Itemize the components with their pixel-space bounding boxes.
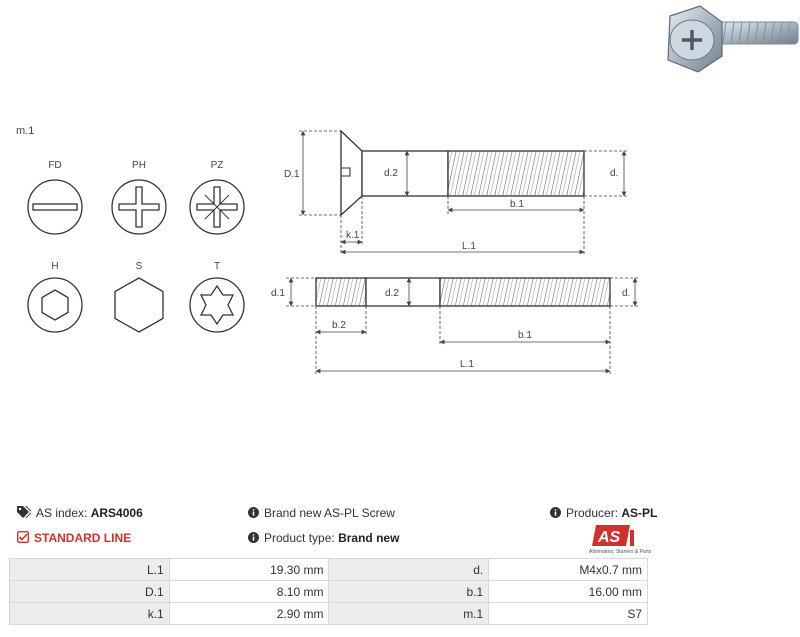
standard-line xyxy=(17,531,131,546)
torx-drive-icon xyxy=(190,278,244,332)
drive-label-s: S xyxy=(135,261,143,272)
as-index-value: ARS4006 xyxy=(90,506,143,520)
spec-key: d. xyxy=(329,559,489,581)
dim-label-D1: D.1 xyxy=(284,169,300,180)
phillips-drive-icon xyxy=(112,180,166,234)
product-photo xyxy=(668,6,798,72)
spec-table xyxy=(9,558,648,625)
spec-value: M4x0.7 mm xyxy=(489,559,648,581)
dim-label-d2-stud: d.2 xyxy=(385,288,399,299)
drive-label-pz: PZ xyxy=(210,160,224,171)
screw-drawing-countersunk xyxy=(341,131,584,215)
logo-tagline: Alternators, Starters & Parts xyxy=(589,549,652,555)
spec-value: S7 xyxy=(489,603,648,625)
dim-label-L1: L.1 xyxy=(462,241,476,252)
producer-value: AS-PL xyxy=(621,506,658,520)
pozidriv-drive-icon xyxy=(190,180,244,234)
hex-socket-drive-icon xyxy=(28,278,82,332)
svg-text:AS: AS xyxy=(598,529,621,546)
info-icon xyxy=(550,507,561,521)
screw-drawing-stud xyxy=(316,278,610,306)
product-type-value: Brand new xyxy=(338,531,400,545)
hex-head-drive-icon xyxy=(115,278,163,332)
slotted-drive-icon xyxy=(28,180,82,234)
dim-label-b1: b.1 xyxy=(510,199,524,210)
drive-label-ph: PH xyxy=(132,160,146,171)
as-index-label: AS index: xyxy=(36,506,88,520)
tags-icon xyxy=(17,506,31,521)
dim-label-d2: d.2 xyxy=(384,168,398,179)
checkbox-checked-icon xyxy=(17,531,29,546)
drive-label-h: H xyxy=(51,261,59,272)
standard-line-label: STANDARD LINE xyxy=(34,531,132,545)
drive-label-t: T xyxy=(213,261,221,272)
info-icon xyxy=(248,532,259,546)
product-type: Product type: Brand new xyxy=(248,531,399,546)
spec-key: b.1 xyxy=(329,581,489,603)
as-pl-logo xyxy=(589,525,652,555)
spec-key: m.1 xyxy=(329,603,489,625)
as-index xyxy=(17,506,143,521)
dim-label-k1: k.1 xyxy=(346,230,360,241)
spec-value: 8.10 mm xyxy=(169,581,329,603)
dim-label-d: d. xyxy=(610,168,619,179)
table-row xyxy=(10,581,648,603)
product-description: Brand new AS-PL Screw xyxy=(248,506,395,521)
spec-value: 16.00 mm xyxy=(489,581,648,603)
table-row xyxy=(10,559,648,581)
dim-label-L1-stud: L.1 xyxy=(460,359,474,370)
m1-label: m.1 xyxy=(16,125,35,137)
info-icon xyxy=(248,507,259,521)
dim-label-d-stud: d. xyxy=(622,288,631,299)
table-row xyxy=(10,603,648,625)
drive-label-fd: FD xyxy=(48,160,62,171)
dim-label-b1-stud: b.1 xyxy=(518,330,532,341)
dim-label-b2-stud: b.2 xyxy=(332,320,346,331)
spec-value: 2.90 mm xyxy=(169,603,329,625)
producer: Producer: AS-PL xyxy=(550,506,657,521)
dim-label-d1-stud: d.1 xyxy=(271,288,285,299)
spec-key: k.1 xyxy=(10,603,170,625)
spec-key: L.1 xyxy=(10,559,170,581)
spec-value: 19.30 mm xyxy=(169,559,329,581)
spec-key: D.1 xyxy=(10,581,170,603)
